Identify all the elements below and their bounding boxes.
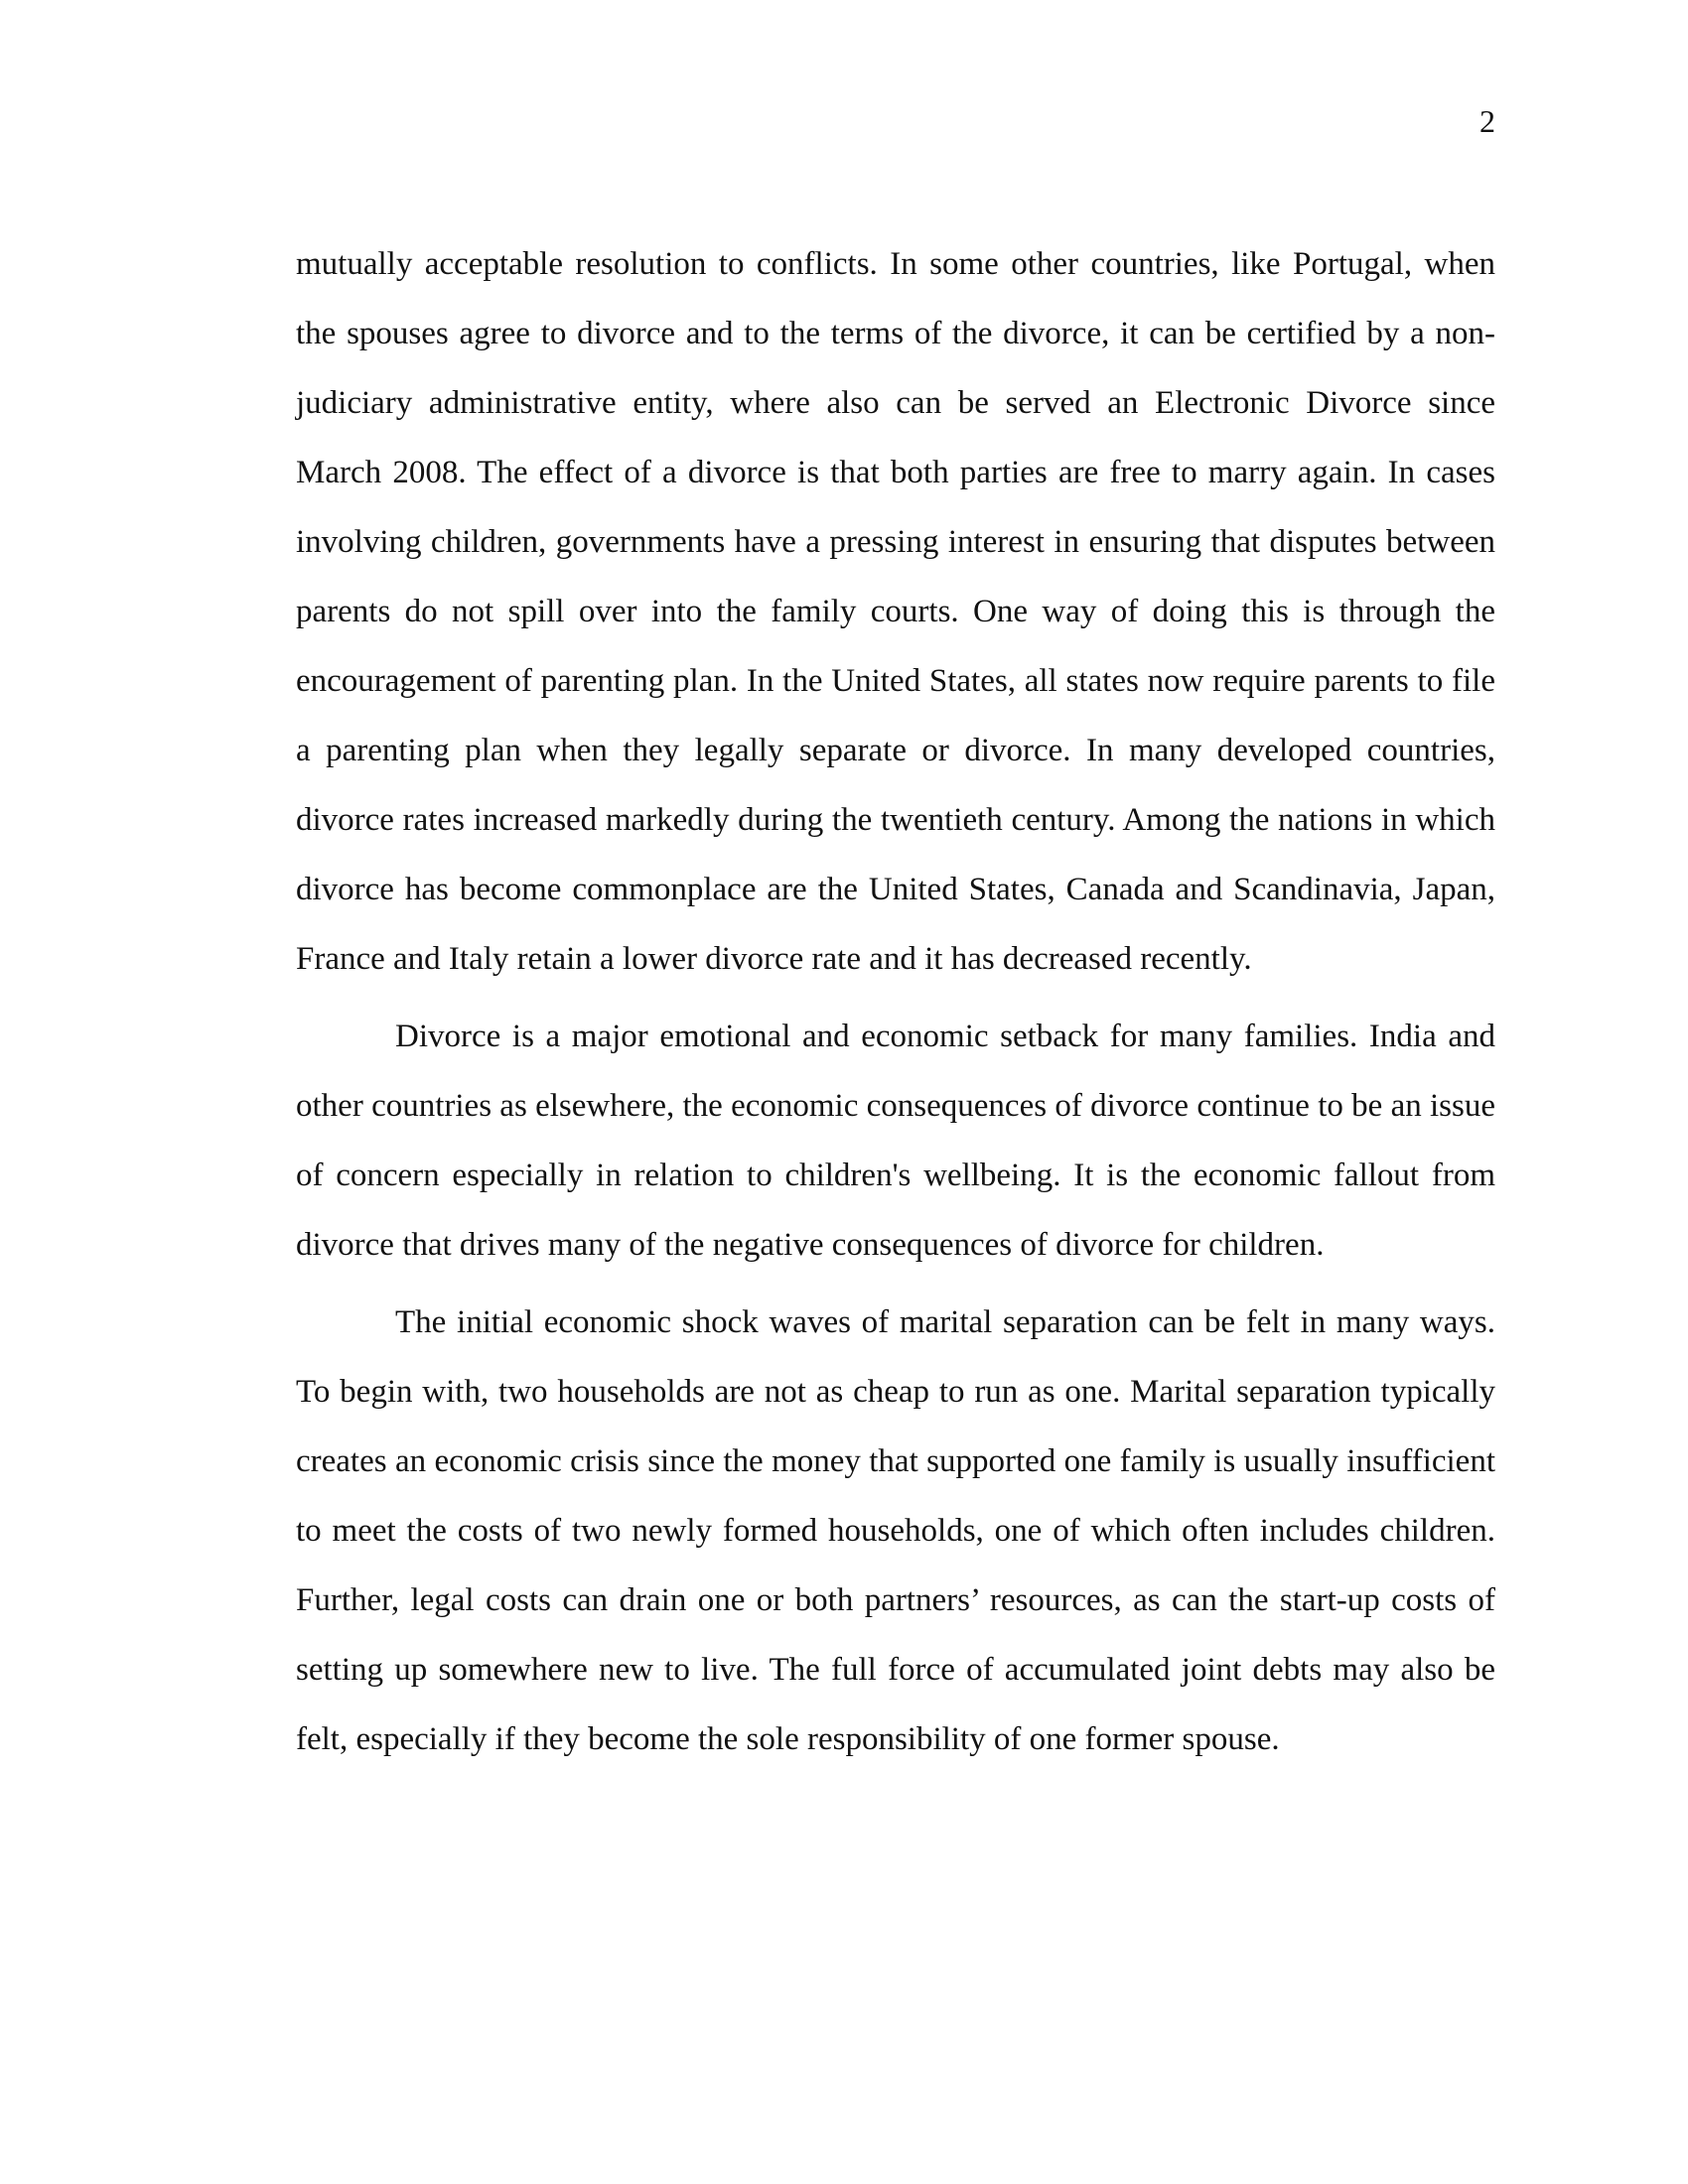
paragraph-2: Divorce is a major emotional and economic setback for many families. India and other countries as elsewhere, the economic consequences of divorce continue to be an issue of concern especially in relation to children's wellbeing. It is the economic fallout from divorce that drives many of the negative consequences of divorce for children.: [296, 1019, 1495, 1263]
body-text: [296, 229, 1495, 1782]
paragraph-3: The initial economic shock waves of marital separation can be felt in many ways. To begin with, two households are not as cheap to run as one. Marital separation typically creates an economic crisis since the money that supported one family is usually insufficient to meet the costs of two newly formed households, one of which often includes children. Further, legal costs can drain one or both partners’ resources, as can the start-up costs of setting up somewhere new to live. The full force of accumulated joint debts may also be felt, especially if they become the sole responsibility of one former spouse.: [296, 1304, 1495, 1757]
paragraph-1: mutually acceptable resolution to conflicts. In some other countries, like Portugal, when the spouses agree to divorce and to the terms of the divorce, it can be certified by a non-judiciary administrative entity, where also can be served an Electronic Divorce since March 2008. The effect of a divorce is that both parties are free to marry again. In cases involving children, governments have a pressing interest in ensuring that disputes between parents do not spill over into the family courts. One way of doing this is through the encouragement of parenting plan. In the United States, all states now require parents to file a parenting plan when they legally separate or divorce. In many developed countries, divorce rates increased markedly during the twentieth century. Among the nations in which divorce has become commonplace are the United States, Canada and Scandinavia, Japan, France and Italy retain a lower divorce rate and it has decreased recently.: [296, 246, 1495, 977]
page-number: 2: [1479, 103, 1495, 139]
